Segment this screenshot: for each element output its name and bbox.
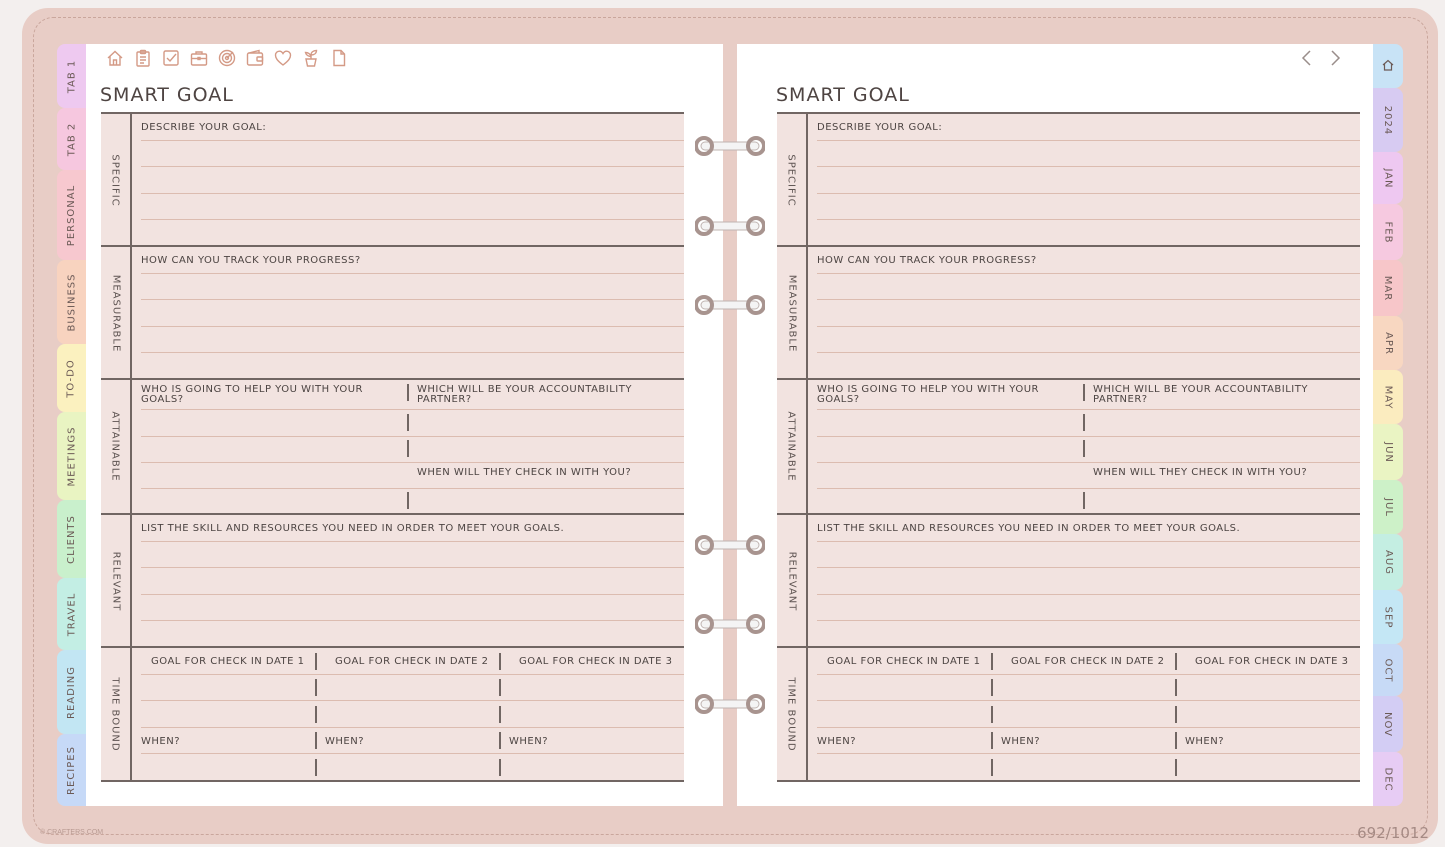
tab-tab-1[interactable] (57, 44, 86, 108)
writing-line[interactable] (141, 219, 684, 220)
section-time-bound (101, 646, 684, 782)
prompt-text: WHEN WILL THEY CHECK IN WITH YOU? (417, 467, 632, 478)
section-attainable (101, 378, 684, 515)
tab-label: APR (1382, 331, 1394, 355)
writing-line[interactable] (141, 436, 684, 437)
tab-2024[interactable] (1373, 88, 1403, 152)
tab-label: TRAVEL (66, 592, 77, 636)
section-measurable (101, 245, 684, 381)
column-divider (991, 706, 993, 723)
writing-line[interactable] (817, 462, 1360, 463)
prompt-text: HOW CAN YOU TRACK YOUR PROGRESS? (817, 255, 1037, 266)
section-label (101, 380, 132, 513)
writing-line[interactable] (141, 674, 684, 675)
tab-label: RECIPES (66, 745, 77, 795)
writing-line[interactable] (817, 594, 1360, 595)
tab-jun[interactable] (1373, 424, 1403, 480)
page-title: SMART GOAL (776, 84, 910, 106)
column-divider (991, 759, 993, 776)
writing-line[interactable] (817, 727, 1360, 728)
tab-label: READING (66, 665, 77, 719)
section-label-text: SPECIFIC (110, 153, 121, 207)
tab-sep[interactable] (1373, 590, 1403, 644)
binder-ring (695, 295, 765, 315)
column-divider (1175, 653, 1177, 670)
prompt-text: WHO IS GOING TO HELP YOU WITH YOUR GOALS? (141, 384, 363, 405)
writing-line[interactable] (817, 219, 1360, 220)
month-tabs (1373, 44, 1403, 806)
tab-tab-2[interactable] (57, 108, 86, 170)
wallet-icon[interactable] (245, 48, 265, 68)
tab-mar[interactable] (1373, 260, 1403, 316)
tab-label: OCT (1382, 658, 1394, 682)
column-divider (315, 653, 317, 670)
tab-label: FEB (1382, 221, 1394, 243)
writing-line[interactable] (141, 326, 684, 327)
writing-line[interactable] (817, 567, 1360, 568)
section-label-text: RELEVANT (110, 551, 122, 611)
tab-recipes[interactable] (57, 734, 86, 806)
prompt-text: DESCRIBE YOUR GOAL: (817, 122, 943, 133)
binder-ring (695, 694, 765, 714)
tab-label: PERSONAL (66, 184, 78, 246)
binder-ring (695, 614, 765, 634)
when-prompt: WHEN? (325, 736, 365, 747)
section-label-text: ATTAINABLE (786, 411, 798, 482)
writing-line[interactable] (817, 488, 1360, 489)
prompt-text: GOAL FOR CHECK IN DATE 3 (1195, 656, 1349, 667)
plant-icon[interactable] (301, 48, 321, 68)
section-label-text: ATTAINABLE (110, 411, 122, 482)
writing-line[interactable] (817, 166, 1360, 167)
tab-label: CLIENTS (66, 514, 78, 564)
prompt-text: GOAL FOR CHECK IN DATE 1 (827, 656, 981, 667)
section-label (777, 247, 808, 379)
section-label (101, 247, 132, 379)
page-counter: 692/1012 (1357, 824, 1429, 842)
prompt-text: WHEN WILL THEY CHECK IN WITH YOU? (1093, 467, 1308, 478)
tab-business[interactable] (57, 260, 86, 344)
prompt-text: WHO IS GOING TO HELP YOU WITH YOUR GOALS? (817, 384, 1039, 405)
column-divider (407, 492, 409, 509)
writing-line[interactable] (141, 352, 684, 353)
tab-travel[interactable] (57, 578, 86, 650)
when-prompt: WHEN? (817, 736, 857, 747)
column-divider (407, 414, 409, 431)
tab-aug[interactable] (1373, 534, 1403, 590)
prompt-text: LIST THE SKILL AND RESOURCES YOU NEED IN ORDER TO MEET YOUR GOALS. (817, 523, 1241, 534)
binder-ring (695, 535, 765, 555)
writing-line[interactable] (817, 193, 1360, 194)
section-label (777, 114, 808, 246)
tab-label: SEP (1382, 606, 1394, 628)
chevron-left-icon[interactable] (1298, 48, 1316, 68)
toolbar (105, 48, 349, 68)
section-tabs (57, 44, 86, 806)
section-label-text: TIME BOUND (786, 676, 797, 752)
tab-label: JUN (1382, 441, 1394, 463)
writing-line[interactable] (817, 700, 1360, 701)
tab-label: TAB 2 (66, 122, 78, 156)
checkbox-icon[interactable] (161, 48, 181, 68)
column-divider (1175, 679, 1177, 696)
section-time-bound (777, 646, 1360, 782)
tab-clients[interactable] (57, 500, 86, 578)
section-measurable (777, 245, 1360, 381)
writing-line[interactable] (817, 273, 1360, 274)
section-label-text: MEASURABLE (786, 274, 797, 352)
writing-line[interactable] (817, 753, 1360, 754)
writing-line[interactable] (141, 541, 684, 542)
section-label-text: SPECIFIC (786, 153, 797, 207)
section-label (777, 515, 808, 647)
binder-ring (695, 216, 765, 236)
column-divider (499, 706, 501, 723)
when-prompt: WHEN? (509, 736, 549, 747)
writing-line[interactable] (141, 299, 684, 300)
column-divider (1083, 492, 1085, 509)
writing-line[interactable] (817, 674, 1360, 675)
tab-personal[interactable] (57, 170, 86, 260)
home-icon[interactable] (105, 48, 125, 68)
writing-line[interactable] (141, 700, 684, 701)
writing-line[interactable] (141, 488, 684, 489)
tab-apr[interactable] (1373, 316, 1403, 370)
tab-label: BUSINESS (66, 273, 78, 331)
tab-label: MAY (1382, 385, 1394, 409)
heart-icon[interactable] (273, 48, 293, 68)
tab-to-do[interactable] (57, 344, 86, 412)
column-divider (1083, 384, 1085, 401)
column-divider (991, 679, 993, 696)
tab-label: MAR (1382, 275, 1394, 301)
column-divider (499, 732, 501, 749)
prompt-text: GOAL FOR CHECK IN DATE 3 (519, 656, 673, 667)
tab-oct[interactable] (1373, 644, 1403, 696)
writing-line[interactable] (141, 594, 684, 595)
chevron-right-icon[interactable] (1326, 48, 1344, 68)
section-attainable (777, 378, 1360, 515)
writing-line[interactable] (141, 620, 684, 621)
column-divider (315, 679, 317, 696)
tab-home[interactable] (1373, 44, 1403, 88)
writing-line[interactable] (141, 273, 684, 274)
writing-line[interactable] (817, 409, 1360, 410)
column-divider (315, 732, 317, 749)
column-divider (499, 759, 501, 776)
copyright-text: © CRAFTERS.COM (40, 829, 104, 836)
writing-line[interactable] (141, 409, 684, 410)
writing-line[interactable] (141, 753, 684, 754)
column-divider (499, 653, 501, 670)
tab-label: JAN (1382, 167, 1394, 189)
tab-feb[interactable] (1373, 204, 1403, 260)
prompt-text: DESCRIBE YOUR GOAL: (141, 122, 267, 133)
prompt-text: WHICH WILL BE YOUR ACCOUNTABILITY PARTNER? (1093, 384, 1308, 405)
column-divider (499, 679, 501, 696)
home-icon (1381, 58, 1395, 75)
when-prompt: WHEN? (1001, 736, 1041, 747)
tab-label: 2024 (1382, 105, 1394, 135)
column-divider (407, 384, 409, 401)
writing-line[interactable] (141, 567, 684, 568)
target-icon[interactable] (217, 48, 237, 68)
briefcase-icon[interactable] (189, 48, 209, 68)
prompt-text: WHICH WILL BE YOUR ACCOUNTABILITY PARTNER? (417, 384, 632, 405)
writing-line[interactable] (817, 140, 1360, 141)
column-divider (315, 759, 317, 776)
when-prompt: WHEN? (1185, 736, 1225, 747)
tab-jan[interactable] (1373, 152, 1403, 204)
column-divider (1083, 414, 1085, 431)
prompt-text: GOAL FOR CHECK IN DATE 2 (335, 656, 489, 667)
section-relevant (101, 513, 684, 649)
tab-label: TO-DO (66, 358, 77, 398)
writing-line[interactable] (817, 620, 1360, 621)
section-label-text: MEASURABLE (110, 274, 121, 352)
tab-jul[interactable] (1373, 480, 1403, 534)
page-title: SMART GOAL (100, 84, 234, 106)
writing-line[interactable] (141, 140, 684, 141)
section-label (777, 648, 808, 780)
tab-label: TAB 1 (66, 59, 78, 93)
section-label (101, 515, 132, 647)
clipboard-icon[interactable] (133, 48, 153, 68)
tab-may[interactable] (1373, 370, 1403, 424)
page-icon[interactable] (329, 48, 349, 68)
binder-ring (695, 136, 765, 156)
tab-nov[interactable] (1373, 696, 1403, 752)
writing-line[interactable] (817, 326, 1360, 327)
column-divider (315, 706, 317, 723)
section-label (101, 648, 132, 780)
section-relevant (777, 513, 1360, 649)
writing-line[interactable] (817, 541, 1360, 542)
tab-label: MEETINGS (66, 426, 77, 486)
section-label-text: TIME BOUND (110, 676, 121, 752)
writing-line[interactable] (817, 352, 1360, 353)
tab-label: AUG (1382, 549, 1394, 575)
section-label-text: RELEVANT (786, 551, 798, 611)
when-prompt: WHEN? (141, 736, 181, 747)
page-navigation (1298, 48, 1344, 68)
tab-label: DEC (1382, 766, 1394, 792)
column-divider (1175, 706, 1177, 723)
tab-dec[interactable] (1373, 752, 1403, 806)
prompt-text: HOW CAN YOU TRACK YOUR PROGRESS? (141, 255, 361, 266)
column-divider (407, 440, 409, 457)
column-divider (991, 653, 993, 670)
writing-line[interactable] (141, 166, 684, 167)
tab-meetings[interactable] (57, 412, 86, 500)
prompt-text: LIST THE SKILL AND RESOURCES YOU NEED IN ORDER TO MEET YOUR GOALS. (141, 523, 565, 534)
tab-label: JUL (1382, 497, 1394, 517)
section-specific (101, 112, 684, 248)
column-divider (1083, 440, 1085, 457)
section-label (777, 380, 808, 513)
writing-line[interactable] (817, 299, 1360, 300)
prompt-text: GOAL FOR CHECK IN DATE 1 (151, 656, 305, 667)
writing-line[interactable] (817, 436, 1360, 437)
column-divider (1175, 732, 1177, 749)
tab-reading[interactable] (57, 650, 86, 734)
writing-line[interactable] (141, 727, 684, 728)
prompt-text: GOAL FOR CHECK IN DATE 2 (1011, 656, 1165, 667)
column-divider (991, 732, 993, 749)
column-divider (1175, 759, 1177, 776)
section-specific (777, 112, 1360, 248)
section-label (101, 114, 132, 246)
tab-label: NOV (1382, 711, 1394, 737)
writing-line[interactable] (141, 462, 684, 463)
writing-line[interactable] (141, 193, 684, 194)
